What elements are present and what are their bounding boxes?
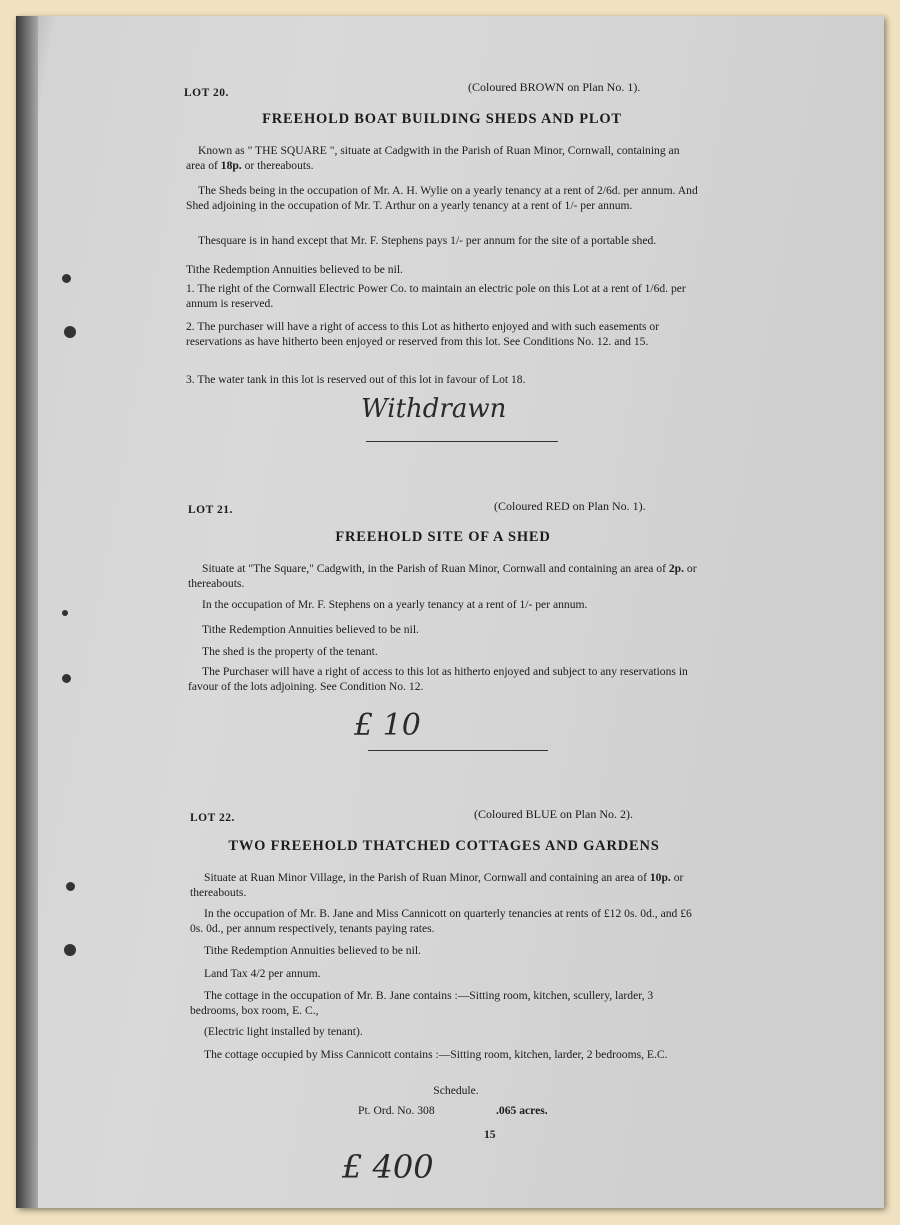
lot-21-description-text: Situate at "The Square," Cadgwith, in the Parish of Ruan Minor, Cornwall and containing an area of xyxy=(202,562,669,575)
lot-22-cottage-cannicott: The cottage occupied by Miss Cannicott contains :—Sitting room, kitchen, larder, 2 bedrooms, E.C. xyxy=(204,1048,668,1061)
lot-20-description-text: Known as " THE SQUARE ", situate at Cadgwith in the Parish of Ruan Minor, Cornwall, containing an area of xyxy=(186,144,680,172)
lot-21-label: LOT 21. xyxy=(188,504,233,516)
lot-20-description-end: or thereabouts. xyxy=(241,158,314,172)
lot-21-description xyxy=(188,562,700,591)
lot-22-heading: TWO FREEHOLD THATCHED COTTAGES AND GARDENS xyxy=(228,838,660,854)
lot-22-description-text: Situate at Ruan Minor Village, in the Parish of Ruan Minor, Cornwall and containing an area of xyxy=(204,871,650,884)
lot-20-heading: FREEHOLD BOAT BUILDING SHEDS AND PLOT xyxy=(262,111,622,127)
lot-20-occupation: The Sheds being in the occupation of Mr. A. H. Wylie on a yearly tenancy at a rent of 2/6d. per annum. And Shed adjoining in the occupation of Mr. T. Arthur on a yearly tenancy at a rent of 1/- per annum. xyxy=(186,184,698,212)
lot-20-tithe: Tithe Redemption Annuities believed to be nil. xyxy=(186,263,403,276)
page-number: 15 xyxy=(484,1128,496,1141)
lot-22-tithe: Tithe Redemption Annuities believed to be nil. xyxy=(204,944,421,957)
document-page xyxy=(16,16,884,1208)
lot-22-schedule-acres: .065 acres. xyxy=(496,1104,548,1117)
lot-22-area: 10p. xyxy=(649,871,671,884)
lot-20-square-note: Thesquare is in hand except that Mr. F. Stephens pays 1/- per annum for the site of a portable shed. xyxy=(198,234,657,247)
lot-22-occupation: In the occupation of Mr. B. Jane and Miss Cannicott on quarterly tenancies at rents of £12 0s. 0d., and £6 0s. 0d., per annum respectively, tenants paying rates. xyxy=(190,907,692,935)
lot-20-note-2: 2. The purchaser will have a right of access to this Lot as hitherto enjoyed and with such easements or reservations as have hitherto been enjoyed or reserved from this lot. See Conditions No. 12. and 15. xyxy=(186,320,660,348)
lot-20-area: 18p. xyxy=(220,158,242,172)
lot-21-description-end: or thereabouts. xyxy=(188,562,697,590)
lot-20-handwritten-note: Withdrawn xyxy=(361,394,507,424)
lot-22-land-tax: Land Tax 4/2 per annum. xyxy=(204,967,321,980)
lot-20-colour-note: (Coloured BROWN on Plan No. 1). xyxy=(468,80,641,94)
lot-22-schedule-label: Schedule. xyxy=(433,1084,479,1097)
lot-22-schedule-ord: Pt. Ord. No. 308 xyxy=(358,1104,435,1117)
lot-21-area: 2p. xyxy=(668,562,685,575)
lot-22-description-end: or thereabouts. xyxy=(190,871,684,899)
lot-21-shed-note: The shed is the property of the tenant. xyxy=(202,645,378,658)
lot-20-description xyxy=(186,144,700,173)
lot-21-signature-line xyxy=(368,750,548,751)
lot-21-access-note: The Purchaser will have a right of access to this lot as hitherto enjoyed and subject to any reservations in favour of the lots adjoining. See Condition No. 12. xyxy=(188,665,688,693)
lot-22-electric-note: (Electric light installed by tenant). xyxy=(204,1025,363,1038)
lot-21-tithe: Tithe Redemption Annuities believed to be nil. xyxy=(202,623,419,636)
lot-20-note-3: 3. The water tank in this lot is reserved out of this lot in favour of Lot 18. xyxy=(186,373,526,386)
lot-21-handwritten-price: £ 10 xyxy=(354,708,421,743)
lot-21-colour-note: (Coloured RED on Plan No. 1). xyxy=(494,499,646,513)
lot-22-handwritten-price: £ 400 xyxy=(342,1148,434,1186)
lot-20-signature-line xyxy=(366,441,558,442)
lot-20-label: LOT 20. xyxy=(184,87,229,99)
lot-22-label: LOT 22. xyxy=(190,812,235,824)
lot-21-heading: FREEHOLD SITE OF A SHED xyxy=(335,529,551,545)
lot-22-cottage-jane: The cottage in the occupation of Mr. B. Jane contains :—Sitting room, kitchen, scullery, larder, 3 bedrooms, box room, E. C., xyxy=(190,989,654,1017)
lot-20-note-1: 1. The right of the Cornwall Electric Power Co. to maintain an electric pole on this Lot at a rent of 1/6d. per annum is reserved. xyxy=(186,282,686,310)
lot-21-occupation: In the occupation of Mr. F. Stephens on a yearly tenancy at a rent of 1/- per annum. xyxy=(202,598,588,611)
lot-22-colour-note: (Coloured BLUE on Plan No. 2). xyxy=(474,807,633,821)
lot-22-description xyxy=(190,871,702,900)
